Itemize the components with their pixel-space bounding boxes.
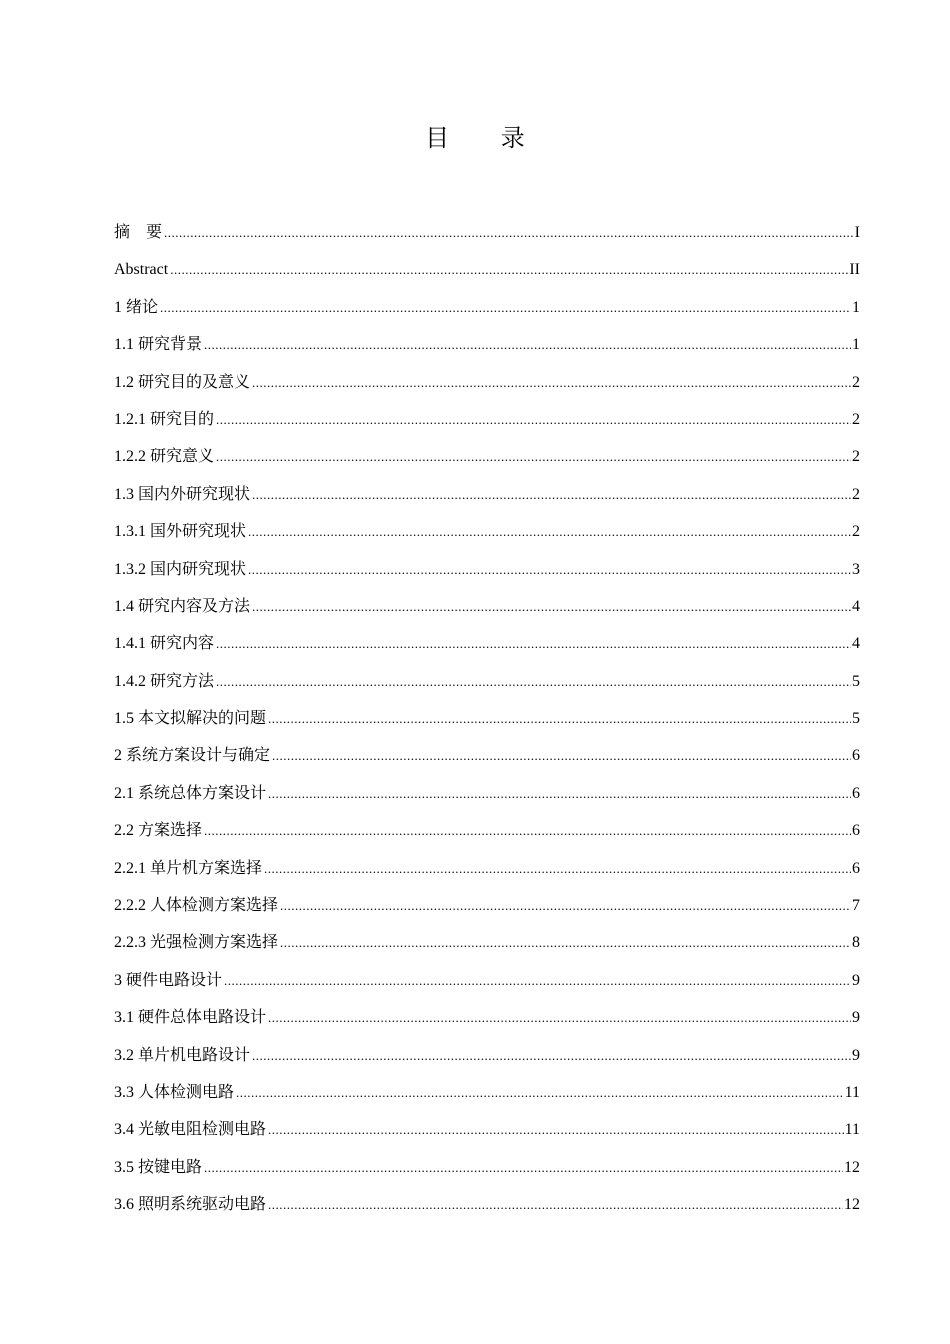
toc-entry-label: 1.4 研究内容及方法 — [114, 597, 251, 615]
toc-entry-label: 1.4.1 研究内容 — [114, 635, 215, 653]
toc-entry-label: 1.3 国内外研究现状 — [114, 485, 251, 503]
toc-entry-label: 摘 要 — [114, 224, 163, 241]
toc-leader-dots — [268, 1111, 844, 1148]
toc-entry[interactable] — [114, 962, 860, 999]
toc-entry-page: 6 — [852, 822, 860, 840]
toc-entry-page: 11 — [844, 1121, 860, 1139]
toc-entry-page: 3 — [852, 560, 860, 578]
toc-entry-label: 2.2 方案选择 — [114, 822, 203, 840]
toc-entry-page: 6 — [852, 784, 860, 802]
toc-entry-page: 2 — [852, 448, 860, 466]
toc-leader-dots — [160, 289, 851, 326]
toc-leader-dots — [216, 401, 851, 438]
toc-leader-dots — [280, 887, 851, 924]
toc-entry[interactable] — [114, 737, 860, 774]
toc-list — [114, 214, 860, 1224]
toc-leader-dots — [164, 214, 854, 251]
toc-entry[interactable] — [114, 513, 860, 550]
toc-entry-label: 1.4.2 研究方法 — [114, 672, 215, 690]
toc-entry-label: 2.2.1 单片机方案选择 — [114, 859, 263, 877]
toc-entry-page: 1 — [852, 298, 860, 316]
toc-entry-page: 4 — [852, 635, 860, 653]
toc-entry[interactable] — [114, 850, 860, 887]
toc-entry-page: 2 — [852, 373, 860, 391]
toc-entry-label: 1.2.2 研究意义 — [114, 448, 215, 466]
toc-entry-page: 5 — [852, 710, 860, 728]
toc-leader-dots — [268, 999, 851, 1036]
toc-entry-label: 3 硬件电路设计 — [114, 971, 223, 989]
toc-entry[interactable] — [114, 289, 860, 326]
toc-entry-label: 2.2.2 人体检测方案选择 — [114, 897, 279, 915]
toc-entry[interactable] — [114, 364, 860, 401]
toc-entry-label: 3.6 照明系统驱动电路 — [114, 1196, 267, 1214]
toc-entry-label: Abstract — [114, 261, 169, 279]
toc-entry-page: 8 — [852, 934, 860, 952]
toc-entry[interactable] — [114, 438, 860, 475]
toc-entry-page: 1 — [852, 336, 860, 354]
toc-leader-dots — [252, 476, 851, 513]
toc-entry-page: II — [849, 261, 860, 279]
toc-leader-dots — [268, 775, 851, 812]
toc-entry-label: 1.2.1 研究目的 — [114, 410, 215, 428]
toc-leader-dots — [170, 251, 848, 288]
toc-entry-page: 4 — [852, 597, 860, 615]
toc-entry[interactable] — [114, 924, 860, 961]
toc-entry[interactable] — [114, 775, 860, 812]
toc-title: 目 录 — [425, 124, 547, 152]
toc-leader-dots — [248, 551, 851, 588]
toc-entry-page: 2 — [852, 410, 860, 428]
toc-entry-page: 2 — [852, 485, 860, 503]
toc-entry[interactable] — [114, 1186, 860, 1223]
toc-entry-page: 2 — [852, 523, 860, 541]
toc-entry-label: 3.4 光敏电阻检测电路 — [114, 1121, 267, 1139]
toc-entry[interactable] — [114, 214, 860, 251]
toc-entry-label: 1.3.1 国外研究现状 — [114, 523, 247, 541]
toc-entry-label: 3.5 按键电路 — [114, 1158, 203, 1176]
toc-leader-dots — [204, 326, 851, 363]
toc-entry[interactable] — [114, 812, 860, 849]
toc-leader-dots — [224, 962, 851, 999]
toc-entry[interactable] — [114, 1149, 860, 1186]
toc-leader-dots — [268, 1186, 843, 1223]
toc-entry-page: 9 — [852, 971, 860, 989]
toc-entry[interactable] — [114, 663, 860, 700]
toc-entry-label: 3.3 人体检测电路 — [114, 1083, 235, 1101]
toc-leader-dots — [204, 812, 851, 849]
toc-leader-dots — [252, 1037, 851, 1074]
toc-entry[interactable] — [114, 401, 860, 438]
toc-entry-label: 3.2 单片机电路设计 — [114, 1046, 251, 1064]
toc-entry-page: 5 — [852, 672, 860, 690]
toc-entry[interactable] — [114, 476, 860, 513]
toc-entry[interactable] — [114, 887, 860, 924]
toc-leader-dots — [252, 588, 851, 625]
toc-entry-label: 1.2 研究目的及意义 — [114, 373, 251, 391]
toc-entry-page: 12 — [844, 1196, 860, 1214]
toc-entry-page: 7 — [852, 897, 860, 915]
toc-leader-dots — [236, 1074, 844, 1111]
toc-entry-page: 12 — [844, 1158, 860, 1176]
toc-entry[interactable] — [114, 1074, 860, 1111]
toc-entry-page: I — [854, 224, 860, 241]
toc-entry-label: 1 绪论 — [114, 298, 159, 316]
toc-entry[interactable] — [114, 625, 860, 662]
toc-leader-dots — [268, 700, 851, 737]
toc-entry[interactable] — [114, 326, 860, 363]
toc-entry[interactable] — [114, 1111, 860, 1148]
toc-entry-label: 2 系统方案设计与确定 — [114, 747, 271, 765]
toc-entry-page: 11 — [844, 1083, 860, 1101]
toc-entry[interactable] — [114, 551, 860, 588]
toc-entry-label: 3.1 硬件总体电路设计 — [114, 1009, 267, 1027]
toc-leader-dots — [272, 737, 851, 774]
toc-entry-label: 1.5 本文拟解决的问题 — [114, 710, 267, 728]
toc-entry-page: 6 — [852, 859, 860, 877]
toc-entry[interactable] — [114, 999, 860, 1036]
toc-leader-dots — [252, 364, 851, 401]
toc-entry-label: 1.1 研究背景 — [114, 336, 203, 354]
toc-leader-dots — [216, 625, 851, 662]
toc-entry-page: 9 — [852, 1009, 860, 1027]
toc-leader-dots — [216, 663, 851, 700]
toc-entry-label: 1.3.2 国内研究现状 — [114, 560, 247, 578]
toc-entry-page: 6 — [852, 747, 860, 765]
toc-entry[interactable] — [114, 251, 860, 288]
toc-entry-page: 9 — [852, 1046, 860, 1064]
toc-leader-dots — [216, 438, 851, 475]
toc-leader-dots — [248, 513, 851, 550]
toc-leader-dots — [280, 924, 851, 961]
toc-entry[interactable] — [114, 588, 860, 625]
toc-leader-dots — [264, 850, 851, 887]
toc-entry[interactable] — [114, 1037, 860, 1074]
toc-entry-label: 2.2.3 光强检测方案选择 — [114, 934, 279, 952]
toc-entry-label: 2.1 系统总体方案设计 — [114, 784, 267, 802]
toc-leader-dots — [204, 1149, 843, 1186]
toc-entry[interactable] — [114, 700, 860, 737]
